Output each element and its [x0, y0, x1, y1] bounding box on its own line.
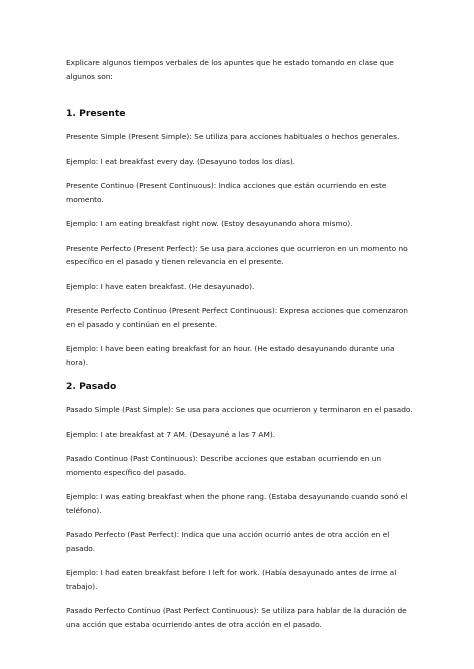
paragraph: Pasado Perfecto (Past Perfect): Indica que una acción ocurrió antes de otra acción en el pasado.	[66, 530, 390, 553]
paragraph: Presente Continuo (Present Continuous): Indica acciones que están ocurriendo en este momento.	[66, 181, 387, 204]
section-heading-pasado: 2. Pasado	[66, 381, 117, 392]
paragraph: Pasado Continuo (Past Continuous): Describe acciones que estaban ocurriendo en un momento específico del pasado.	[66, 454, 382, 477]
paragraph: Ejemplo: I have eaten breakfast. (He desayunado).	[66, 281, 255, 291]
paragraph: Ejemplo: I ate breakfast at 7 AM. (Desayuné a las 7 AM).	[66, 429, 276, 439]
paragraph: Ejemplo: I had eaten breakfast before I left for work. (Había desayunado antes de irme al trabajo).	[66, 568, 397, 591]
paragraph: Ejemplo: I have been eating breakfast for an hour. (He estado desayunando durante una hora).	[66, 344, 395, 367]
paragraph: Pasado Simple (Past Simple): Se usa para acciones que ocurrieron y terminaron en el pasado.	[66, 405, 413, 414]
paragraph: Presente Simple (Present Simple): Se utiliza para acciones habituales o hechos generales.	[66, 132, 400, 141]
paragraph: Presente Perfecto Continuo (Present Perfect Continuous): Expresa acciones que comenzaron en el pasado y continúan en el presente.	[66, 306, 408, 329]
document-body	[66, 56, 416, 642]
paragraph: Pasado Perfecto Continuo (Past Perfect Continuous): Se utiliza para hablar de la duración de una acción que estaba ocurriendo antes de otra acción en el pasado.	[66, 606, 407, 629]
intro-paragraph: Explicare algunos tiempos verbales de los apuntes que he estado tomando en clase que algunos son:	[66, 58, 394, 81]
paragraph: Ejemplo: I am eating breakfast right now. (Estoy desayunando ahora mismo).	[66, 219, 353, 228]
paragraph: Ejemplo: I eat breakfast every day. (Desayuno todos los días).	[66, 156, 296, 166]
paragraph: Presente Perfecto (Present Perfect): Se usa para acciones que ocurrieron en un momento no específico en el pasado y tienen relevancia en el presente.	[66, 243, 408, 266]
paragraph: Ejemplo: I was eating breakfast when the phone rang. (Estaba desayunando cuando sonó el teléfono).	[66, 492, 408, 515]
section-heading-presente: 1. Presente	[66, 108, 126, 119]
